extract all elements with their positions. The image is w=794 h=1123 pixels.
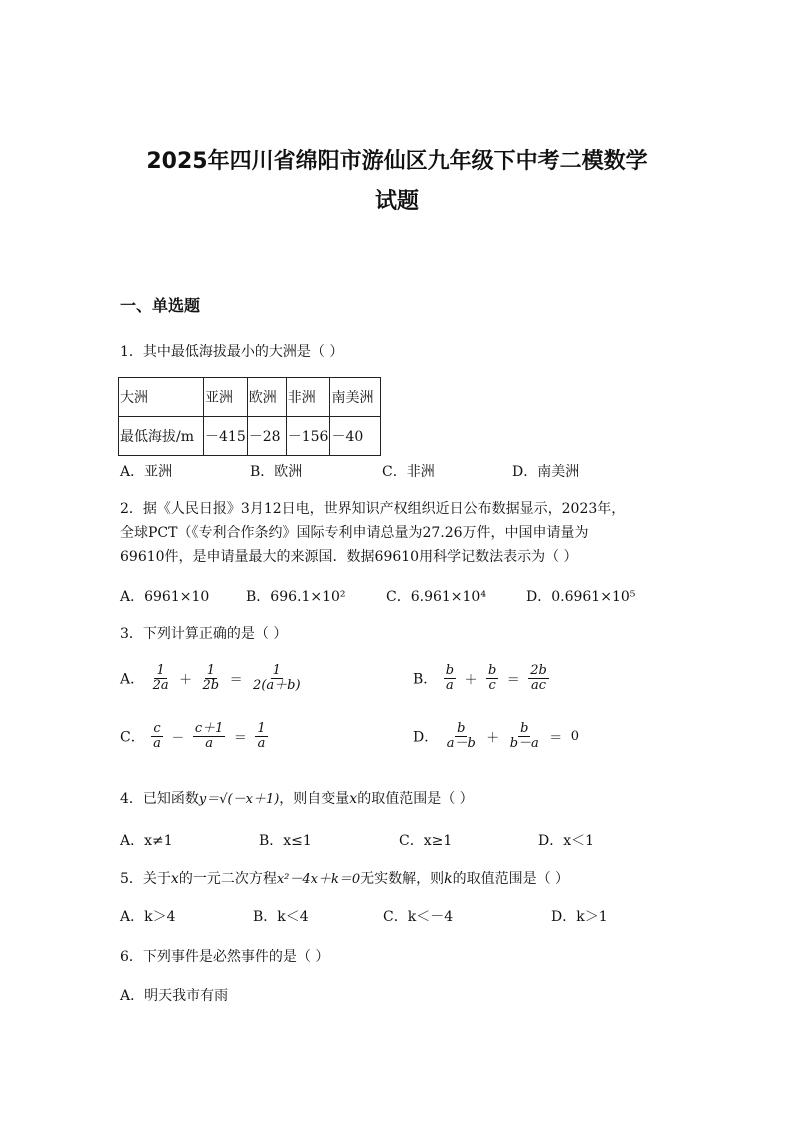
q1-option-c[interactable]: C．非洲 — [382, 464, 435, 480]
fraction — [255, 722, 267, 751]
option-label: D． — [413, 729, 439, 746]
denominator: 2(a＋b) — [253, 678, 301, 693]
numerator: 1 — [206, 663, 215, 678]
question-5 — [120, 867, 569, 892]
table-cell: 南美洲 — [330, 378, 381, 417]
table-row — [119, 378, 381, 417]
denominator: 2a — [152, 678, 169, 693]
fraction — [151, 722, 163, 751]
q1-option-a[interactable]: A．亚洲 — [120, 464, 173, 480]
denominator: a — [257, 736, 266, 751]
q4-option-d[interactable]: D．x＜1 — [538, 833, 595, 849]
q5-option-d[interactable]: D．k＞1 — [551, 909, 608, 925]
q5-text-c: 无实数解，则 — [360, 871, 445, 887]
question-2-line1: 2．据《人民日报》3月12日电，世界知识产权组织近日公布数据显示，2023年， — [120, 501, 626, 517]
question-1: 1．其中最低海拔最小的大洲是（ ） — [120, 344, 344, 360]
operator: ＝ — [506, 673, 520, 688]
operator: ＋ — [179, 673, 193, 688]
numerator: b — [445, 663, 455, 678]
q5-variable-k: k — [444, 871, 453, 887]
table-cell: 最低海拔/m — [119, 417, 204, 456]
denominator: a — [153, 736, 161, 751]
section-heading: 一、单选题 — [120, 296, 201, 315]
operator: ＝ — [549, 731, 563, 746]
fraction — [251, 664, 303, 693]
table-cell: －156 — [286, 417, 330, 456]
q5-variable: x — [170, 871, 179, 887]
q4-option-a[interactable]: A．x≠1 — [120, 833, 173, 849]
q1-option-d[interactable]: D．南美洲 — [512, 464, 580, 480]
q2-option-d[interactable]: D．0.6961×10⁵ — [526, 589, 636, 605]
fraction — [486, 664, 498, 693]
doc-title-line1: 2025年四川省绵阳市游仙区九年级下中考二模数学 — [146, 149, 648, 174]
q4-function: y＝√(－x＋1) — [198, 792, 280, 807]
fraction — [151, 664, 171, 693]
table-cell: 大洲 — [119, 378, 204, 417]
q2-option-c[interactable]: C．6.961×10⁴ — [386, 589, 486, 605]
operator: ＝ — [233, 731, 247, 746]
operator: ＋ — [486, 731, 500, 746]
question-4 — [120, 787, 474, 812]
table-cell: 非洲 — [286, 378, 330, 417]
table-cell: －40 — [330, 417, 381, 456]
q4-variable: x — [349, 791, 358, 807]
numerator: c＋1 — [194, 721, 224, 736]
q4-option-c[interactable]: C．x≥1 — [399, 833, 453, 849]
fraction — [445, 722, 478, 751]
rhs-value: 0 — [570, 729, 579, 744]
question-6: 6．下列事件是必然事件的是（ ） — [120, 949, 330, 965]
numerator: c — [153, 721, 161, 736]
question-2-line3: 69610件，是申请量最大的来源国．数据69610用科学记数法表示为（ ） — [120, 549, 578, 565]
denominator: c — [488, 678, 496, 693]
q5-option-a[interactable]: A．k＞4 — [120, 909, 176, 925]
numerator: 1 — [156, 663, 165, 678]
doc-title-line2: 试题 — [374, 189, 419, 214]
question-2-line2: 全球PCT（《专利合作条约》国际专利申请总量为27.26万件，中国申请量为 — [120, 525, 589, 541]
option-label: A． — [120, 671, 145, 688]
denominator: a－b — [446, 736, 476, 751]
q3-option-a[interactable] — [120, 664, 305, 693]
numerator: b — [488, 663, 497, 678]
numerator: 1 — [272, 663, 281, 678]
table-cell: 欧洲 — [247, 378, 286, 417]
q5-equation: x²－4x＋k＝0 — [276, 872, 361, 887]
operator: － — [171, 731, 185, 746]
fraction — [193, 722, 226, 751]
q2-option-a[interactable]: A．6961×10 — [120, 589, 210, 605]
denominator: b－a — [509, 736, 539, 751]
q4-option-b[interactable]: B．x≤1 — [259, 833, 312, 849]
q5-text-b: 的一元二次方程 — [178, 871, 277, 887]
fraction — [444, 664, 456, 693]
denominator: a — [205, 736, 214, 751]
fraction — [201, 664, 222, 693]
q4-text-a: 4．已知函数 — [120, 791, 199, 807]
option-label: B． — [413, 671, 438, 688]
table-cell: 亚洲 — [204, 378, 248, 417]
denominator: ac — [531, 678, 547, 693]
q5-text-a: 5．关于 — [120, 871, 171, 887]
question-3: 3．下列计算正确的是（ ） — [120, 626, 288, 642]
numerator: b — [520, 721, 529, 736]
q6-option-a[interactable]: A．明天我市有雨 — [120, 988, 229, 1004]
q2-option-b[interactable]: B．696.1×10² — [246, 589, 346, 605]
denominator: 2b — [202, 678, 220, 693]
q1-option-b[interactable]: B．欧洲 — [250, 464, 303, 480]
numerator: b — [457, 721, 466, 736]
altitude-table — [118, 377, 381, 456]
operator: ＋ — [464, 673, 478, 688]
fraction — [528, 664, 549, 693]
fraction — [508, 722, 541, 751]
denominator: a — [446, 678, 454, 693]
q3-option-b[interactable] — [413, 664, 551, 693]
operator: ＝ — [229, 673, 243, 688]
q4-text-b: ，则自变量 — [279, 791, 350, 807]
q3-option-c[interactable] — [120, 722, 270, 751]
q5-option-c[interactable]: C．k＜－4 — [383, 909, 454, 925]
q5-text-d: 的取值范围是（ ） — [452, 871, 570, 887]
q4-text-c: 的取值范围是（ ） — [357, 791, 474, 807]
q3-option-d[interactable] — [413, 722, 581, 751]
option-label: C． — [120, 729, 145, 746]
numerator: 1 — [257, 721, 266, 736]
table-row — [119, 417, 381, 456]
table-cell: －28 — [247, 417, 286, 456]
table-cell: －415 — [204, 417, 248, 456]
q5-option-b[interactable]: B．k＜4 — [253, 909, 309, 925]
numerator: 2b — [530, 663, 547, 678]
